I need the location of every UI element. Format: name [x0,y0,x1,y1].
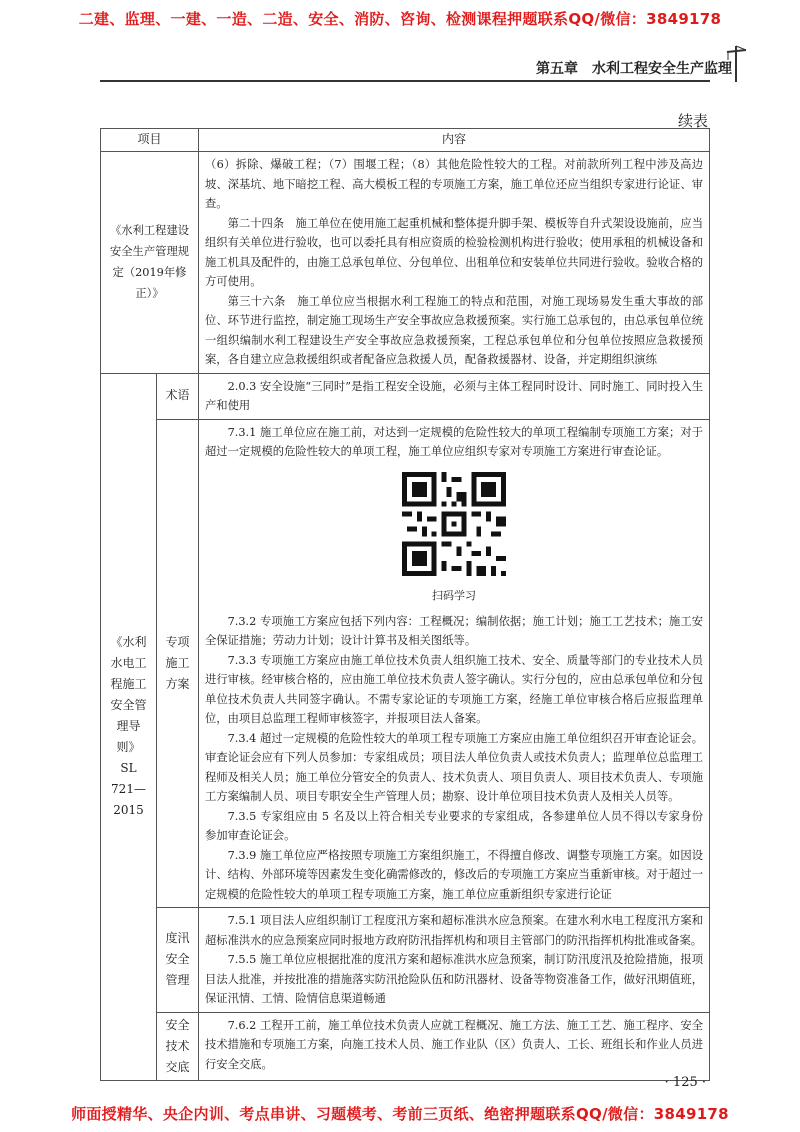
qr-block [205,462,703,612]
content-cell [199,373,710,419]
paragraph: 7.5.5 施工单位应根据批准的度汛方案和超标准洪水应急预案，制订防汛度汛及抢险措施，报项目法人批准，并按批准的措施落实防汛抢险队伍和防汛器材、设备等物资准备工作，做好汛期值班，保证汛情、工情、险情信息渠道畅通 [205,953,703,1005]
category-label: 专项施工方案 [165,634,190,691]
bottom-banner: 师面授精华、央企内训、考点串讲、习题模考、考前三页纸、绝密押题联系QQ/微信：3849178 [71,1105,729,1123]
source-regulation-1 [101,152,199,374]
table-row [101,373,710,419]
category-flood [157,908,199,1013]
paragraph: （6）拆除、爆破工程；（7）围堰工程；（8）其他危险性较大的工程。对前款所列工程中涉及高边坡、深基坑、地下暗挖工程、高大模板工程的专项施工方案，施工单位还应当组织专家进行论证、审查。 [205,158,703,210]
top-banner: 二建、监理、一建、一造、二造、安全、消防、咨询、检测课程押题联系QQ/微信：3849178 [78,10,722,28]
category-term: 术语 [157,373,199,419]
table-row [101,152,710,374]
content-cell [199,419,710,908]
table-row [101,1012,710,1080]
paragraph: 7.3.9 施工单位应严格按照专项施工方案组织施工，不得擅自修改、调整专项施工方案。如因设计、结构、外部环境等因素发生变化确需修改的，修改后的专项施工方案应当重新审核。对于超过一定规模的危险性较大的单项工程专项施工方案，施工单位应重新组织专家进行论证 [205,848,703,901]
paragraph: 2.0.3 安全设施“三同时”是指工程安全设施，必须与主体工程同时设计、同时施工、同时投入生产和使用 [205,379,703,412]
paragraph: 7.6.2 工程开工前，施工单位技术负责人应就工程概况、施工方法、施工工艺、施工程序、安全技术措施和专项施工方案，向施工技术人员、施工作业队（区）负责人、工长、班组长和作业人员进行安全交底。 [205,1018,703,1071]
table-row [101,908,710,1013]
category-plan [157,419,199,908]
paragraph: 第三十六条 施工单位应当根据水利工程施工的特点和范围，对施工现场易发生重大事故的部位、环节进行监控，制定施工现场生产安全事故应急救援预案。实行施工总承包的，由总承包单位统一组织编制水利工程建设生产安全事故应急救援预案，工程总承包单位和分包单位按照应急救援预案，各自建立应急救援组织或者配备应急救援人员，配备救援器材、设备，并定期组织演练 [205,294,703,366]
header-rule [100,80,710,82]
content-cell [199,908,710,1013]
crane-icon [724,42,748,82]
source-label: 《水利工程建设安全生产管理规定（2019年修正）》 [109,224,190,301]
paragraph: 7.3.1 施工单位应在施工前，对达到一定规模的危险性较大的单项工程编制专项施工方案；对于超过一定规模的危险性较大的单项工程，施工单位应组织专家对专项施工方案进行审查论证。 [205,425,703,458]
header-item: 项目 [101,129,199,152]
paragraph: 7.3.4 超过一定规模的危险性较大的单项工程专项施工方案应由施工单位组织召开审查论证会。审查论证会应有下列人员参加：专家组成员；项目法人单位负责人或技术负责人；监理单位总监理工程师及相关人员；施工单位分管安全的负责人、技术负责人、项目负责人、项目技术负责人、专项施工方案编制人员、项目专职安全生产管理人员；勘察、设计单位项目技术负责人及相关人员等。 [205,731,703,803]
continued-label: 续表 [677,112,708,130]
paragraph: 第二十四条 施工单位在使用施工起重机械和整体提升脚手架、模板等自升式架设设施前，应当组织有关单位进行验收，也可以委托具有相应资质的检验检测机构进行验收；使用承租的机械设备和施工机具及配件的，由施工总承包单位、分包单位、出租单位和安装单位共同进行验收。验收合格的方可使用。 [205,216,703,288]
table-row [101,419,710,908]
paragraph: 7.5.1 项目法人应组织制订工程度汛方案和超标准洪水应急预案。在建水利水电工程度汛方案和超标准洪水的应急预案应同时报地方政府防汛指挥机构和项目主管部门的防汛指挥机构批准或备案。 [205,914,703,947]
table-header-row [101,129,710,152]
qr-code-icon[interactable] [402,472,506,576]
category-safety [157,1012,199,1080]
source-label: 《水利水电工程施工安全管理导则》SL 721—2015 [110,635,147,817]
content-cell [199,1012,710,1080]
category-label: 安全技术交底 [165,1017,190,1074]
header-content: 内容 [199,129,710,152]
regulation-table [100,128,710,1081]
source-regulation-2 [101,373,157,1080]
paragraph: 7.3.5 专家组应由 5 名及以上符合相关专业要求的专家组成，各参建单位人员不得以专家身份参加审查论证会。 [205,809,703,842]
page-number: · 125 · [664,1075,706,1090]
qr-label: 扫码学习 [432,589,476,602]
paragraph: 7.3.2 专项施工方案应包括下列内容：工程概况；编制依据；施工计划；施工工艺技术；施工安全保证措施；劳动力计划；设计计算书及相关图纸等。 [205,614,703,647]
content-cell [199,152,710,374]
paragraph: 7.3.3 专项施工方案应由施工单位技术负责人组织施工技术、安全、质量等部门的专业技术人员进行审核。经审核合格的，应由施工单位技术负责人签字确认。实行分包的，应由总承包单位和分包单位技术负责人共同签字确认。不需专家论证的专项施工方案，经施工单位审核合格后应报监理单位，由项目总监理工程师审核签字，并报项目法人备案。 [205,653,703,725]
category-label: 度汛安全管理 [165,931,190,988]
chapter-title: 第五章 水利工程安全生产监理 [536,61,732,77]
